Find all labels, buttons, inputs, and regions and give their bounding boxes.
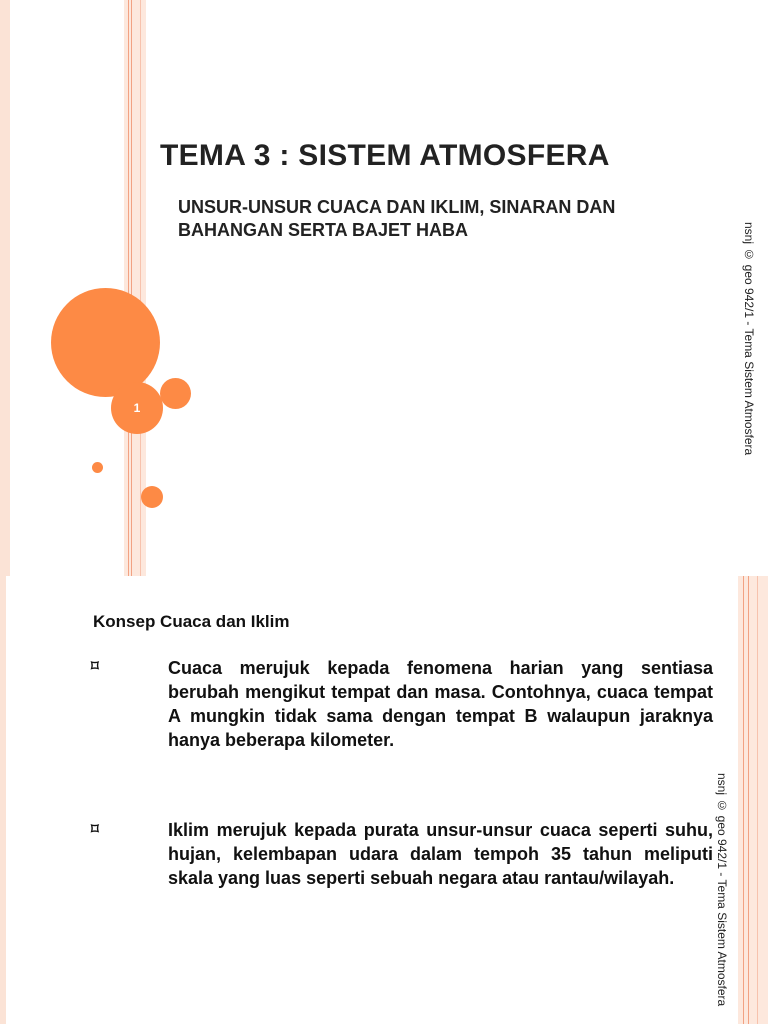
bullet-text-cuaca: Cuaca merujuk kepada fenomena harian yang sentiasa berubah mengikut tempat dan masa. Contohnya, cuaca tempat A mungkin tidak sama dengan tempat B walaupun jaraknya hanya beberapa kilometer.	[168, 658, 713, 750]
bullet-text-iklim: Iklim merujuk kepada purata unsur-unsur cuaca seperti suhu, hujan, kelembapan udara dalam tempoh 35 tahun meliputi skala yang luas seperti sebuah negara atau rantau/wilayah.	[168, 820, 713, 888]
decorative-circle-small	[92, 462, 103, 473]
section-heading: Konsep Cuaca dan Iklim	[93, 612, 290, 631]
slide-title: TEMA 3 : SISTEM ATMOSFERA	[160, 139, 610, 172]
vertical-accent-line	[743, 576, 744, 1024]
vertical-accent-line	[131, 0, 132, 576]
slide-2	[0, 576, 768, 1024]
left-edge-band	[0, 0, 10, 576]
side-footer-note: nsnj © geo 942/1 - Tema Sistem Atmosfera	[742, 222, 756, 456]
slide-number: 1	[133, 401, 141, 415]
vertical-accent-line	[128, 0, 129, 576]
decorative-circle-large	[51, 288, 160, 397]
vertical-accent-line	[748, 576, 749, 1024]
bullet-icon: ⌑	[91, 658, 99, 675]
slide-subtitle: UNSUR-UNSUR CUACA DAN IKLIM, SINARAN DAN BAHANGAN SERTA BAJET HABA	[178, 197, 616, 240]
side-footer-note: nsnj © geo 942/1 - Tema Sistem Atmosfera	[715, 773, 729, 1007]
decorative-circle-medium	[160, 378, 191, 409]
decorative-circle-small	[141, 486, 163, 508]
slide-number-badge	[111, 382, 163, 434]
bullet-icon: ⌑	[91, 821, 99, 838]
vertical-accent-line	[140, 0, 141, 576]
vertical-accent-line	[757, 576, 758, 1024]
left-edge-band	[0, 576, 6, 1024]
